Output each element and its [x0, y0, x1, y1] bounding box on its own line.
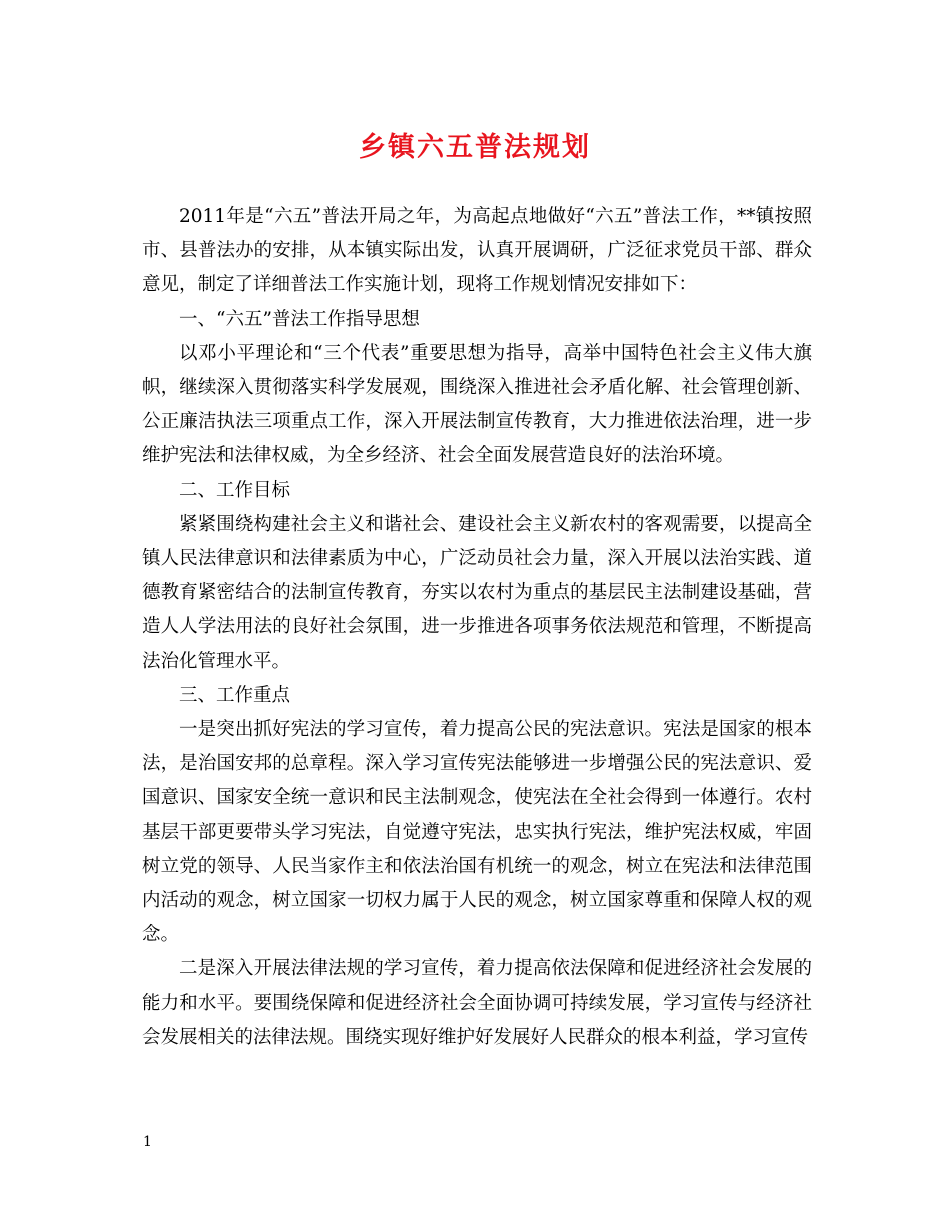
page-number: 1: [143, 1134, 152, 1150]
section-heading-work-focus: 三、工作重点: [179, 684, 291, 706]
section-heading-guiding-thought: 一、“六五”普法工作指导思想: [179, 308, 420, 330]
guiding-thought-paragraph: 以邓小平理论和“三个代表”重要思想为指导，高举中国特色社会主义伟大旗帜，继续深入贯彻落实科学发展观，围绕深入推进社会矛盾化解、社会管理创新、公正廉洁执法三项重点工作，深入开展法制宣传教育，大力推进依法治理，进一步维护宪法和法律权威，为全乡经济、社会全面发展营造良好的法治环境。: [142, 342, 812, 467]
intro-paragraph: 2011年是“六五”普法开局之年，为高起点地做好“六五”普法工作，**镇按照市、县普法办的安排，从本镇实际出发，认真开展调研，广泛征求党员干部、群众意见，制定了详细普法工作实施计划，现将工作规划情况安排如下：: [142, 206, 812, 296]
document-title: 乡镇六五普法规划: [359, 132, 591, 163]
focus-laws-paragraph: 二是深入开展法律法规的学习宣传，着力提高依法保障和促进经济社会发展的能力和水平。要围绕保障和促进经济社会全面协调可持续发展，学习宣传与经济社会发展相关的法律法规。围绕实现好维护好发展好人民群众的根本利益，学习宣传: [142, 958, 812, 1048]
document-body: [142, 200, 812, 1055]
focus-constitution-paragraph: 一是突出抓好宪法的学习宣传，着力提高公民的宪法意识。宪法是国家的根本法，是治国安邦的总章程。深入学习宣传宪法能够进一步增强公民的宪法意识、爱国意识、国家安全统一意识和民主法制观念，使宪法在全社会得到一体遵行。农村基层干部更要带头学习宪法，自觉遵守宪法，忠实执行宪法，维护宪法权威，牢固树立党的领导、人民当家作主和依法治国有机统一的观念，树立在宪法和法律范围内活动的观念，树立国家一切权力属于人民的观念，树立国家尊重和保障人权的观念。: [142, 719, 812, 946]
work-goals-paragraph: 紧紧围绕构建社会主义和谐社会、建设社会主义新农村的客观需要，以提高全镇人民法律意识和法律素质为中心，广泛动员社会力量，深入开展以法治实践、道德教育紧密结合的法制宣传教育，夯实以农村为重点的基层民主法制建设基础，营造人人学法用法的良好社会氛围，进一步推进各项事务依法规范和管理，不断提高法治化管理水平。: [142, 513, 812, 672]
section-heading-work-goals: 二、工作目标: [179, 479, 291, 501]
